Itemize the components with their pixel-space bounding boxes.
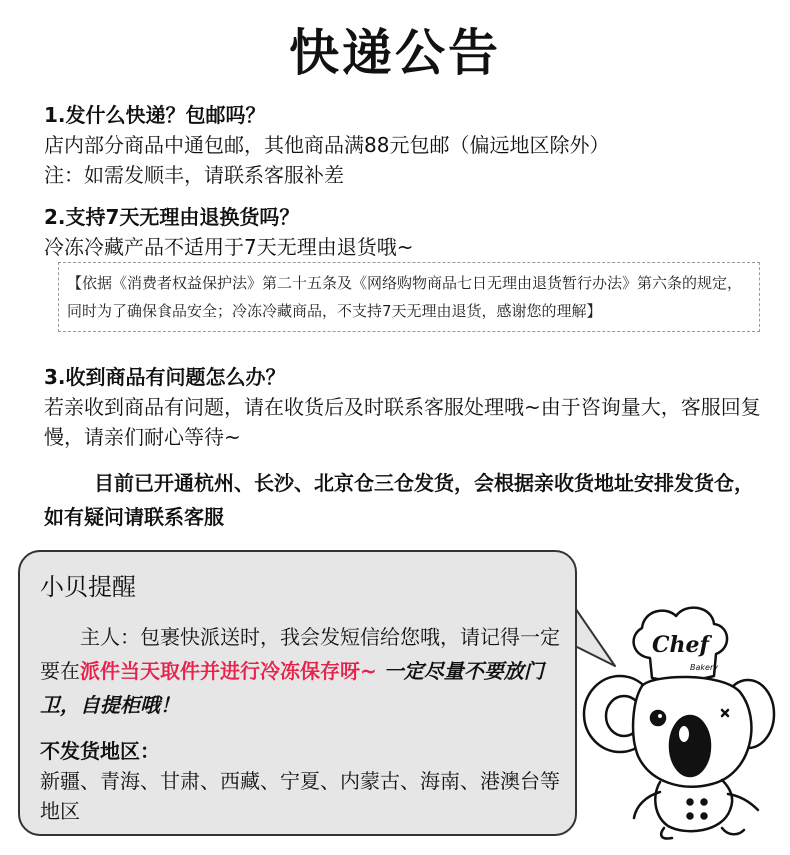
reminder-text-end: 一定尽量不要放门卫，自提柜哦！ (40, 659, 544, 717)
no-ship-list: 新疆、青海、甘肃、西藏、宁夏、内蒙古、海南、港澳台等地区 (40, 769, 560, 823)
chef-hat-subtext: Bakery (690, 663, 718, 672)
warehouse-notice-text: 目前已开通杭州、长沙、北京仓三仓发货，会根据亲收货地址安排发货仓，如有疑问请联系客服 (44, 471, 754, 529)
question-shipping: 1.发什么快递？包邮吗？ (44, 103, 266, 127)
page-title: 快递公告 (289, 24, 501, 82)
chef-hat-text: Chef (652, 632, 709, 658)
answer-returns: 冷冻冷藏产品不适用于7天无理由退货哦~ (44, 235, 414, 259)
reminder-title: 小贝提醒 (40, 573, 136, 601)
section-problems (44, 362, 764, 452)
answer-shipping: 店内部分商品中通包邮，其他商品满88元包邮（偏远地区除外） (44, 133, 610, 157)
question-returns: 2.支持7天无理由退换货吗？ (44, 205, 300, 229)
answer-problems: 若亲收到商品有问题，请在收货后及时联系客服处理哦~由于咨询量大，客服回复慢，请亲们耐心等待~ (44, 395, 761, 449)
section-returns (44, 202, 764, 262)
koala-chef-mascot (572, 596, 777, 841)
no-ship-heading: 不发货地区： (40, 739, 160, 763)
section-shipping (44, 100, 764, 190)
note-shunfeng: 注：如需发顺丰，请联系客服补差 (44, 163, 344, 187)
reminder-text-start: 主人：包裹快派送时，我会发短信给您哦，请记得一定要在 (40, 625, 560, 683)
legal-note-box: 【依据《消费者权益保护法》第二十五条及《网络购物商品七日无理由退货暂行办法》第六条的规定，同时为了确保食品安全；冷冻冷藏商品，不支持7天无理由退货，感谢您的理解】 (58, 262, 760, 332)
warehouse-notice (44, 466, 764, 534)
reminder-text (40, 620, 560, 722)
reminder-highlight: 派件当天取件并进行冷冻保存呀~ (80, 659, 377, 683)
reminder-bubble (18, 550, 577, 836)
question-problems: 3.收到商品有问题怎么办？ (44, 365, 286, 389)
